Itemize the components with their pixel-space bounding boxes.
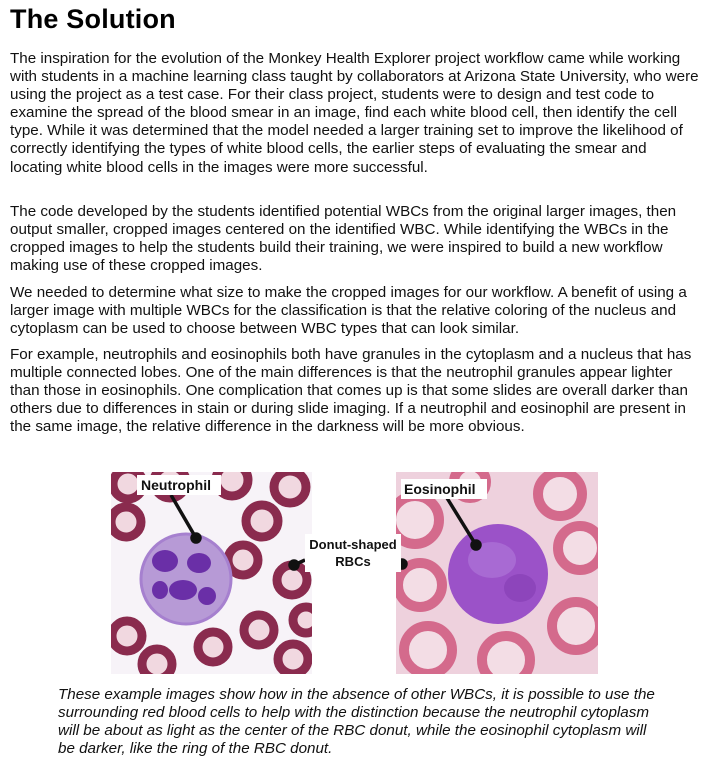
figure-caption: These example images show how in the absence of other WBCs, it is possible to use the surrounding red blood cells to help with the distinction because the neutrophil cytoplasm will be about as light as the center of the RBC donut, while the eosinophil cytoplasm will be darker, like the ring of the RBC donut. — [58, 686, 655, 758]
paragraph-example: For example, neutrophils and eosinophils both have granules in the cytoplasm and a nucleus that has multiple connected lobes. One of the main differences is that the neutrophil granules appear lighter than those in eosinophils. One complication that comes up is that some slides are overall darker than others due to differences in stain or during slide imaging. If a neutrophil and eosinophil are present in the same image, the relative difference in the darkness will be more obvious. — [10, 346, 692, 436]
eosinophil-label: Eosinophil — [404, 481, 476, 497]
neutrophil-image — [111, 464, 319, 679]
rbc-label-line2: RBCs — [335, 554, 371, 569]
paragraph-cropped-images: The code developed by the students identified potential WBCs from the original larger images, then output smaller, cropped images centered on the identified WBC. While identifying the WBCs in the cropped images to help the students build their training, we were inspired to build a new workflow making use of these cropped images. — [10, 203, 677, 275]
paragraph-image-size: We needed to determine what size to make the cropped images for our workflow. A benefit of using a larger image with multiple WBCs for the classification is that the relative coloring of the nucleus and cytoplasm can be used to choose between WBC types that can look similar. — [10, 284, 687, 338]
neutrophil-cell — [141, 534, 231, 624]
rbc-label-line1: Donut-shaped — [309, 537, 397, 552]
paragraph-inspiration: The inspiration for the evolution of the Monkey Health Explorer project workflow came while working with students in a machine learning class taught by collaborators at Arizona State University, who were using the project as a test case. For their class project, students were to design and test code to examine the spread of the blood smear in an image, find each white blood cell, then identify the cell type. While it was determined that the model needed a larger training set to improve the likelihood of correctly identifying the types of white blood cells, the earlier steps of evaluating the smear and locating white blood cells in the images were more successful. — [10, 50, 699, 176]
eosinophil-cell — [448, 524, 548, 624]
page-title: The Solution — [10, 4, 176, 34]
neutrophil-label: Neutrophil — [141, 477, 211, 493]
